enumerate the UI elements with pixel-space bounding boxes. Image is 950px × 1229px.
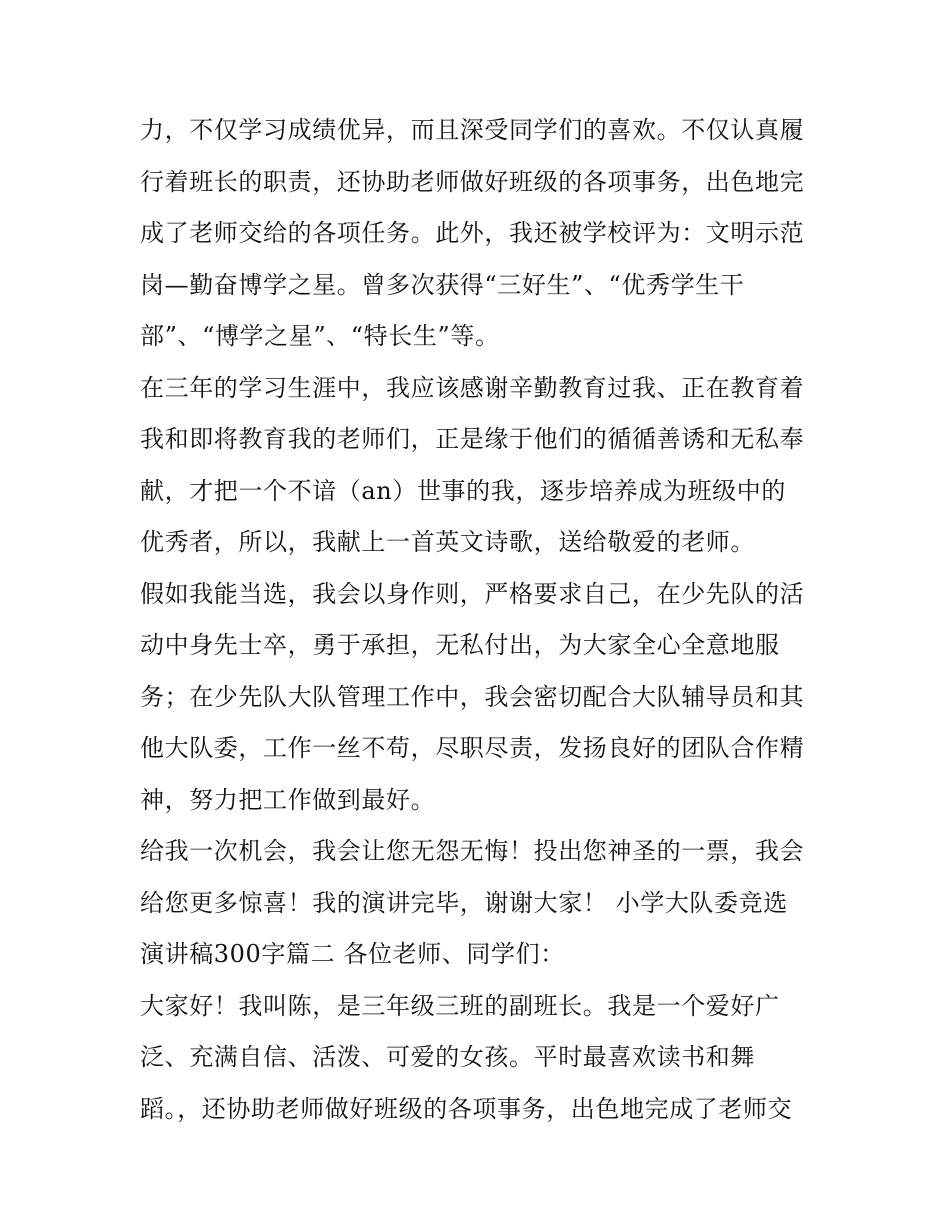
text-line: 务；在少先队大队管理工作中，我会密切配合大队辅导员和其 [140,682,805,711]
text-line: 献，才把一个不谙（an）世事的我，逐步培养成为班级中的 [140,476,786,505]
text-line: 优秀者，所以，我献上一首英文诗歌，送给敬爱的老师。 [140,528,755,556]
text-line: 蹈。，还协助老师做好班级的各项事务，出色地完成了老师交 [140,1094,793,1123]
text-line: 力，不仅学习成绩优异，而且深受同学们的喜欢。不仅认真履 [140,116,805,144]
text-line: 动中身先士卒，勇于承担，无私付出，为大家全心全意地服 [140,631,780,659]
text-line: 成了老师交给的各项任务。此外，我还被学校评为：文明示范 [140,219,805,247]
text-line: 给您更多惊喜！我的演讲完毕，谢谢大家！ 小学大队委竞选 [140,888,788,917]
text-line: 假如我能当选，我会以身作则，严格要求自己，在少先队的活 [140,579,805,608]
text-line: 泛、充满自信、活泼、可爱的女孩。平时最喜欢读书和舞 [140,1043,755,1071]
text-line: 岗—勤奋博学之星。曾多次获得“三好生”、“优秀学生干 [140,270,745,299]
text-line: 部”、“博学之星”、“特长生”等。 [140,322,500,350]
text-line: 大家好！我叫陈，是三年级三班的副班长。我是一个爱好广 [140,991,780,1020]
text-line: 给我一次机会，我会让您无怨无悔！投出您神圣的一票，我会 [140,837,805,865]
text-line: 行着班长的职责，还协助老师做好班级的各项事务，出色地完 [140,167,805,196]
text-line: 我和即将教育我的老师们，正是缘于他们的循循善诱和无私奉 [140,425,805,453]
text-line: 神，努力把工作做到最好。 [140,785,436,814]
text-line: 演讲稿300字篇二 各位老师、同学们： [140,940,565,968]
body-text [140,110,820,1140]
text-line: 他大队委，工作一丝不苟，尽职尽责，发扬良好的团队合作精 [140,734,805,762]
text-line: 在三年的学习生涯中，我应该感谢辛勤教育过我、正在教育着 [140,373,805,402]
